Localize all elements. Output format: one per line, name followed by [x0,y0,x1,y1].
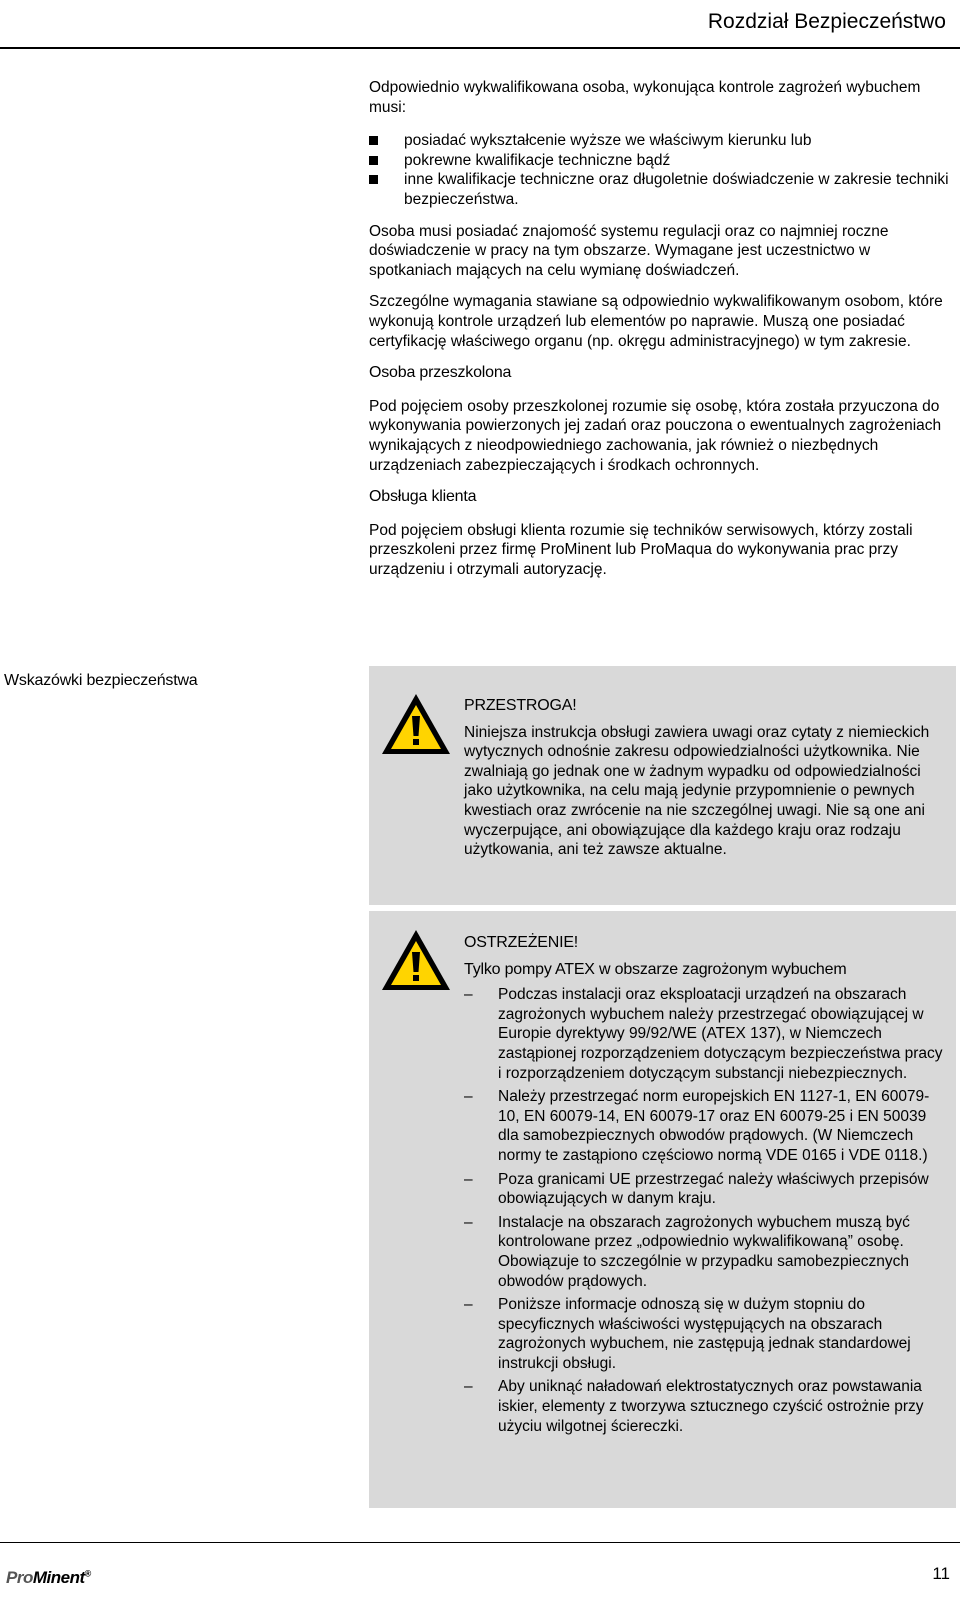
trained-person-paragraph: Pod pojęciem osoby przeszkolonej rozumie się osobę, która została przyuczona do wykonywania powierzonych jej zadań oraz pouczona o ewentualnych zagrożeniach wynikających z nieodpowiedniego zachowania, jak również o niezbędnych urządzeniach zabezpieczających i środkach ochronnych. [369,397,942,474]
caution-text: Niniejsza instrukcja obsługi zawiera uwagi oraz cytaty z niemieckich wytycznych odnośnie zakresu odpowiedzialności użytkownika. Nie zwalniają go jednak one w żadnym wypadku od odpowiedzialności jako użytkownika, na celu mają jedynie przypomnienie o pewnych kwestiach oraz zwrócenie na nie szczególnej uwagi. Nie są one ani wyczerpujące, ani obowiązujące dla każdego kraju oraz rodzaju użytkowania, ani też zawsze aktualne. [464,723,930,859]
certification-paragraph: Szczególne wymagania stawiane są odpowiednio wykwalifikowanym osobom, które wykonują kontrole urządzeń lub elementów po naprawie. Muszą one posiadać certyfikację właściwego organu (np. okręgu administracyjnego) w tym zakresie. [369,293,943,350]
warning-box [369,911,956,1508]
chapter-title: Rozdział Bezpieczeństwo [707,10,946,33]
list-item: posiadać wykształcenie wyższe we właściwym kierunku lub [369,131,954,151]
bullet-square-icon [369,156,378,165]
caution-content [464,696,944,860]
trained-person-heading: Osoba przeszkolona [369,364,512,382]
dash-marker: – [464,986,473,1004]
page-number: 11 [932,1564,950,1583]
intro-paragraph: Odpowiednio wykwalifikowana osoba, wykonująca kontrole zagrożeń wybuchem musi: [369,79,921,116]
caution-box [369,666,956,905]
dash-marker: – [464,1296,473,1314]
certification-emphasis: certyfikację [369,332,447,350]
list-item: pokrewne kwalifikacje techniczne bądź [369,151,954,171]
warning-signal-word: OSTRZEŻENIE! [464,934,579,951]
footer-divider [0,1542,960,1543]
customer-service-heading: Obsługa klienta [369,488,477,506]
list-item: – Poza granicami UE przestrzegać należy właściwych przepisów obowiązujących w danym kraju. [464,1170,929,1208]
warning-triangle-icon [379,927,453,993]
list-item: – Instalacje na obszarach zagrożonych wybuchem muszą być kontrolowane przez „odpowiednio wykwalifikowaną” osobę. Obowiązuje to szczególnie w przypadku samobezpiecznych obwodów prądowych. [464,1213,910,1290]
list-item: – Podczas instalacji oraz eksploatacji urządzeń na obszarach zagrożonych wybuchem należy przestrzegać obowiązującej w Europie dyrektywy 99/92/WE (ATEX 137), w Niemczech zastąpionej rozporządzeniem dotyczącym bezpieczeństwa pracy i rozporządzeniem dotyczącym substancji niebezpiecznych. [464,986,943,1082]
warning-title: Tylko pompy ATEX w obszarze zagrożonym wybuchem [464,960,847,978]
dash-marker: – [464,1088,473,1106]
header-divider [0,47,960,49]
warning-content [464,933,944,1440]
bullet-square-icon [369,175,378,184]
warning-triangle-icon [379,691,453,757]
list-item: inne kwalifikacje techniczne oraz długoletnie doświadczenie w zakresie techniki bezpieczeństwa. [369,170,954,209]
bullet-square-icon [369,136,378,145]
prominent-logo: ProMinent® [6,1568,91,1587]
dash-marker: – [464,1170,473,1188]
main-content [369,78,954,591]
list-item: – Należy przestrzegać norm europejskich EN 1127-1, EN 60079-10, EN 60079-14, EN 60079-17 oraz EN 60079-25 i EN 50039 dla samobezpiecznych obwodów prądowych. (W Niemczech normy te zastąpiono częściowo normą VDE 0165 i VDE 0118.) [464,1088,930,1164]
list-item: – Poniższe informacje odnoszą się w dużym stopniu do specyficznych właściwości występujących na obszarach zagrożonych wybuchem, nie zastępują jednak standardowej instrukcji obsługi. [464,1296,911,1372]
customer-service-paragraph: Pod pojęciem obsługi klienta rozumie się techników serwisowych, którzy zostali przeszkoleni przez firmę ProMinent lub ProMaqua do wykonywania prac przy urządzeniu i otrzymali autoryzację. [369,521,913,578]
dash-marker: – [464,1213,473,1231]
caution-signal-word: PRZESTROGA! [464,697,577,714]
dash-marker: – [464,1378,473,1396]
warning-list [464,985,944,1436]
requirements-list [369,131,954,209]
safety-notes-heading: Wskazówki bezpieczeństwa [4,672,198,689]
experience-paragraph: Osoba musi posiadać znajomość systemu regulacji oraz co najmniej roczne doświadczenie w pracy na tym obszarze. Wymagane jest uczestnictwo w spotkaniach mających na celu wymianę doświadczeń. [369,222,889,279]
list-item: – Aby uniknąć naładowań elektrostatycznych oraz powstawania iskier, elementy z tworzywa sztucznego czyścić ostrożnie przy użyciu wilgotnej ściereczki. [464,1378,924,1435]
